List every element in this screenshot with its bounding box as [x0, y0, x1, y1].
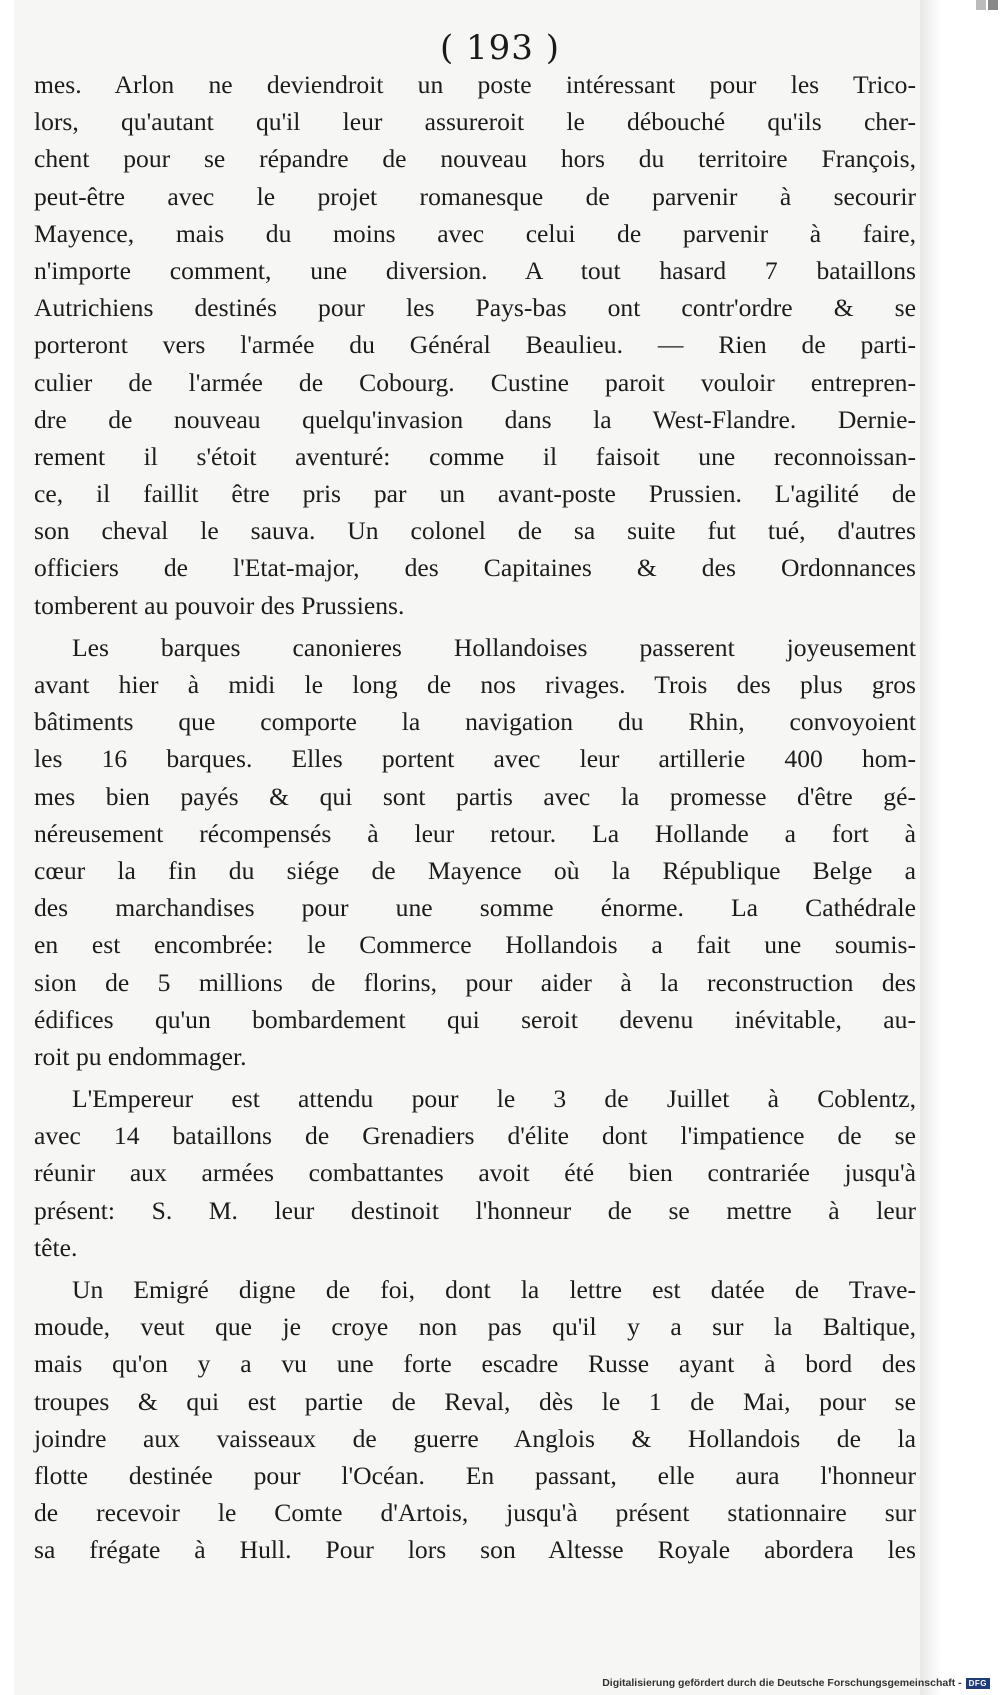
text-line: bâtiments que comporte la navigation du Rhin, convoyoient	[34, 707, 916, 737]
text-line: en est encombrée: le Commerce Hollandois a fait une soumis-	[34, 930, 916, 960]
body-text	[34, 66, 916, 1569]
text-line: ce, il faillit être pris par un avant-poste Prussien. L'agilité de	[34, 479, 916, 509]
text-line: mais qu'on y a vu une forte escadre Russe ayant à bord des	[34, 1349, 916, 1379]
text-line: édifices qu'un bombardement qui seroit devenu inévitable, au-	[34, 1004, 916, 1034]
text-line: présent: S. M. leur destinoit l'honneur de se mettre à leur	[34, 1195, 916, 1225]
text-line: rement il s'étoit aventuré: comme il faisoit une reconnoissan-	[34, 441, 916, 471]
text-line: culier de l'armée de Cobourg. Custine paroit vouloir entrepren-	[34, 367, 916, 397]
text-line: avec 14 bataillons de Grenadiers d'élite dont l'impatience de se	[34, 1121, 916, 1151]
corner-marker-light	[976, 0, 986, 10]
text-line: son cheval le sauva. Un colonel de sa suite fut tué, d'autres	[34, 516, 916, 546]
text-line: Mayence, mais du moins avec celui de parvenir à faire,	[34, 218, 916, 248]
page-number: ( 193 )	[439, 28, 561, 68]
text-line: Autrichiens destinés pour les Pays-bas ont contr'ordre & se	[34, 293, 916, 323]
text-line: mes bien payés & qui sont partis avec la promesse d'être gé-	[34, 781, 916, 811]
text-line: porteront vers l'armée du Général Beaulieu. — Rien de parti-	[34, 330, 916, 360]
text-line: dre de nouveau quelqu'invasion dans la West-Flandre. Dernie-	[34, 404, 916, 434]
text-line: avant hier à midi le long de nos rivages. Trois des plus gros	[34, 670, 916, 699]
text-line: peut-être avec le projet romanesque de parvenir à secourir	[34, 181, 916, 211]
page-edge-shadow	[920, 0, 942, 1695]
digitization-credit	[602, 1677, 990, 1689]
text-line: Les barques canonieres Hollandoises passerent joyeusement	[72, 632, 916, 662]
text-line: réunir aux armées combattantes avoit été bien contrariée jusqu'à	[34, 1158, 916, 1188]
text-line: moude, veut que je croye non pas qu'il y a sur la Baltique,	[34, 1312, 916, 1342]
text-line: cœur la fin du siége de Mayence où la République Belge a	[34, 855, 916, 885]
text-line: néreusement récompensés à leur retour. La Hollande a fort à	[34, 818, 916, 848]
text-line: sion de 5 millions de florins, pour aider à la reconstruction des	[34, 967, 916, 997]
text-line: de recevoir le Comte d'Artois, jusqu'à présent stationnaire sur	[34, 1498, 916, 1528]
text-line: officiers de l'Etat-major, des Capitaines & des Ordonnances	[34, 553, 916, 583]
text-line: tête.	[34, 1232, 78, 1262]
text-line: lors, qu'autant qu'il leur assureroit le débouché qu'ils cher-	[34, 107, 916, 137]
text-line: tomberent au pouvoir des Prussiens.	[34, 590, 405, 620]
text-line: Un Emigré digne de foi, dont la lettre est datée de Trave-	[72, 1275, 916, 1304]
text-line: les 16 barques. Elles portent avec leur artillerie 400 hom-	[34, 744, 916, 774]
text-line: troupes & qui est partie de Reval, dès le 1 de Mai, pour se	[34, 1386, 916, 1416]
text-line: mes. Arlon ne deviendroit un poste intéressant pour les Trico-	[34, 70, 916, 99]
text-line: flotte destinée pour l'Océan. En passant, elle aura l'honneur	[34, 1460, 916, 1490]
text-line: des marchandises pour une somme énorme. La Cathédrale	[34, 893, 916, 923]
corner-marker-dark	[988, 0, 998, 10]
credit-text: Digitalisierung gefördert durch die Deutsche Forschungsgemeinschaft -	[602, 1677, 962, 1689]
dfg-logo: DFG	[966, 1678, 990, 1689]
text-line: L'Empereur est attendu pour le 3 de Juillet à Coblentz,	[72, 1084, 916, 1114]
text-line: sa frégate à Hull. Pour lors son Altesse Royale abordera les	[34, 1535, 916, 1565]
text-line: n'importe comment, une diversion. A tout hasard 7 bataillons	[34, 255, 916, 285]
text-line: joindre aux vaisseaux de guerre Anglois & Hollandois de la	[34, 1423, 916, 1453]
text-line: chent pour se répandre de nouveau hors du territoire François,	[34, 144, 916, 174]
text-line: roit pu endommager.	[34, 1041, 247, 1071]
